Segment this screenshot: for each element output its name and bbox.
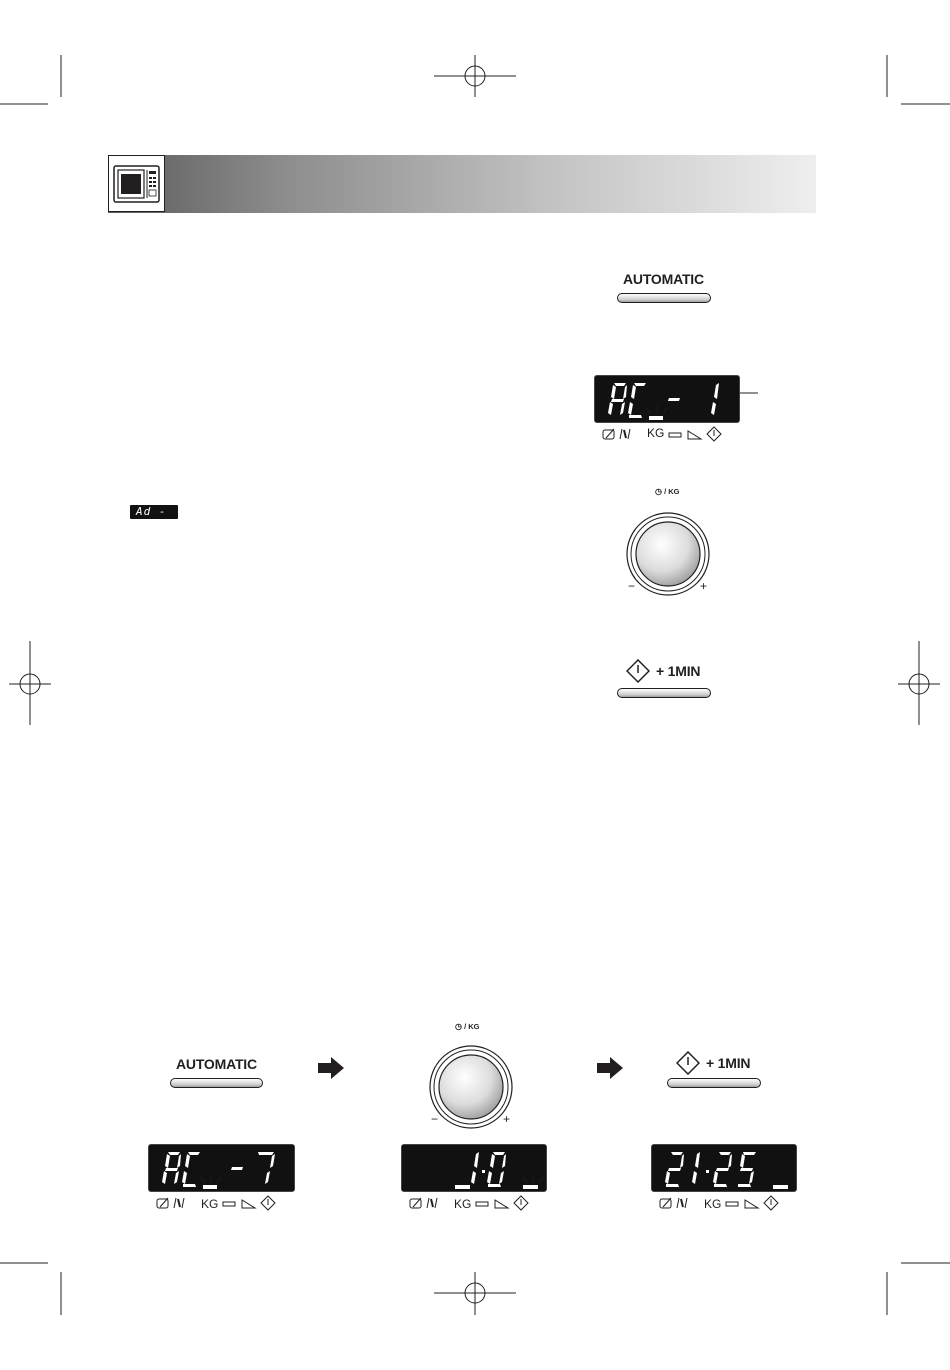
arrow-right-icon	[318, 1057, 344, 1079]
automatic-button[interactable]	[617, 293, 711, 303]
svg-text:KG: KG	[201, 1197, 219, 1211]
seq-start-button-label: + 1MIN	[706, 1055, 751, 1071]
blink-marks	[520, 1175, 546, 1189]
start-button[interactable]	[617, 688, 711, 698]
indicator-row-a	[156, 1195, 296, 1211]
svg-text:KG: KG	[454, 1197, 472, 1211]
seq-start-button[interactable]	[667, 1078, 761, 1088]
arrow-right-icon	[597, 1057, 623, 1079]
seq-knob-plus-label: +	[503, 1112, 511, 1126]
automatic-button-label: AUTOMATIC	[623, 271, 704, 287]
blink-marks	[644, 406, 670, 420]
display-21-25	[651, 1144, 797, 1192]
indicator-row-c	[659, 1195, 799, 1211]
seq-knob-caption: ◷ / KG	[455, 1022, 480, 1031]
blink-marks	[198, 1175, 224, 1189]
seq-automatic-button-label: AUTOMATIC	[176, 1056, 257, 1072]
kg-label: KG	[647, 426, 665, 440]
microwave-icon	[109, 156, 164, 211]
svg-text:KG: KG	[704, 1197, 722, 1211]
start-icon	[626, 659, 650, 683]
header-icon-box	[108, 155, 165, 212]
wedge-icon	[688, 431, 701, 439]
header-band	[108, 155, 816, 213]
knob-minus-label: −	[628, 579, 636, 593]
knob-caption: ◷ / KG	[655, 487, 680, 496]
start-button-label: + 1MIN	[656, 663, 701, 679]
display-callout-line	[740, 390, 760, 396]
dish-icon	[669, 433, 681, 437]
seq-automatic-button[interactable]	[170, 1078, 263, 1088]
control-knob[interactable]	[625, 511, 711, 597]
knob-plus-label: +	[700, 579, 708, 593]
clock-icon: ◷	[455, 1022, 462, 1031]
seq-knob-minus-label: −	[431, 1112, 439, 1126]
indicator-row-b	[409, 1195, 549, 1211]
indicator-row-1	[602, 426, 742, 442]
start-icon	[676, 1051, 700, 1075]
clock-icon: ◷	[655, 487, 662, 496]
inline-display-ad-1: Ad - 1	[130, 505, 178, 519]
seq-control-knob[interactable]	[428, 1044, 514, 1130]
